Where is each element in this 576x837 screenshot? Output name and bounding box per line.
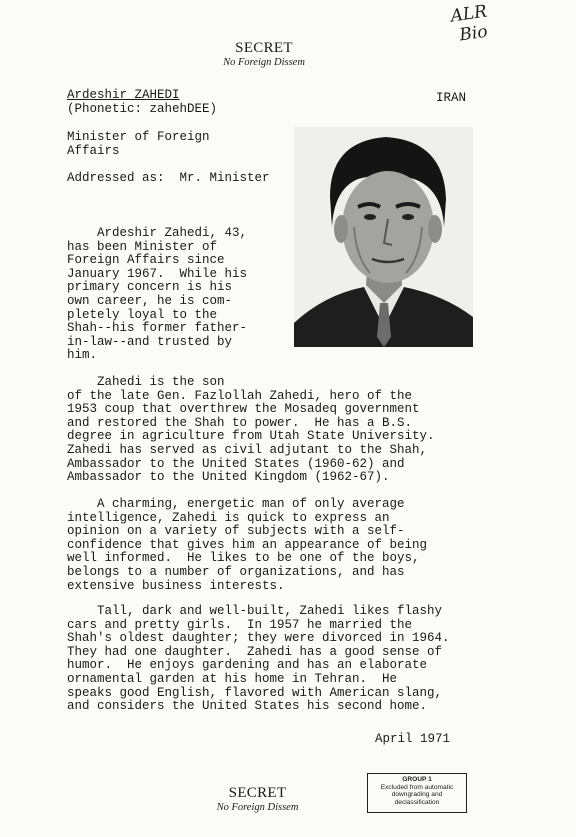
- text-line: Shah--his former father-: [67, 321, 248, 336]
- text-line: Tall, dark and well-built, Zahedi likes flashy: [67, 604, 443, 618]
- text-line: Shah's oldest daughter; they were divorced in 1964.: [67, 631, 450, 646]
- document-date: April 1971: [375, 732, 451, 746]
- text-line: speaks good English, flavored with American slang,: [67, 685, 443, 700]
- text-line: belongs to a number of organizations, and has: [67, 564, 405, 579]
- text-line: Ambassador to the United States (1960-62) and: [67, 456, 405, 471]
- text-line: humor. He enjoys gardening and has an elaborate: [67, 658, 428, 673]
- handwritten-line: Bio: [458, 21, 489, 46]
- text-line: and considers the United States his second home.: [67, 699, 428, 714]
- subject-title: [67, 131, 210, 158]
- text-line: cars and pretty girls. In 1957 he married the: [67, 617, 413, 632]
- group-line: Excluded from automatic: [380, 783, 454, 791]
- text-line: has been Minister of: [67, 239, 218, 254]
- body-paragraph-2: [67, 376, 435, 485]
- subject-name: [67, 89, 180, 103]
- text-line: primary concern is his: [67, 280, 233, 295]
- subject-title-line: Minister of Foreign: [67, 130, 210, 144]
- text-line: in-law--and trusted by: [67, 334, 233, 349]
- text-line: confidence that gives him an appearance of being: [67, 537, 428, 552]
- handwritten-line: ALR: [449, 1, 489, 27]
- text-line: Zahedi has served as civil adjutant to the Shah,: [67, 442, 428, 457]
- text-line: ornamental garden at his home in Tehran. He: [67, 671, 398, 686]
- text-line: degree in agriculture from Utah State University.: [67, 429, 435, 444]
- text-line: Ambassador to the United Kingdom (1962-67).: [67, 470, 390, 485]
- subject-country: IRAN: [436, 91, 467, 105]
- text-line: intelligence, Zahedi is quick to express an: [67, 510, 390, 525]
- portrait-icon: [294, 127, 473, 347]
- portrait-photo: [294, 127, 473, 347]
- text-line: well informed. He likes to be one of the boys,: [67, 551, 420, 566]
- text-line: him.: [67, 348, 98, 363]
- text-line: They had one daughter. Zahedi has a good sense of: [67, 644, 443, 659]
- classification-footer: [185, 785, 330, 813]
- text-line: January 1967. While his: [67, 266, 248, 281]
- classification-header: [0, 40, 528, 68]
- classification-title: SECRET: [235, 40, 293, 56]
- group-line: declassification: [394, 798, 440, 806]
- text-line: opinion on a variety of subjects with a self-: [67, 524, 405, 539]
- text-line: extensive business interests.: [67, 578, 285, 593]
- text-line: Ardeshir Zahedi, 43,: [67, 226, 248, 240]
- classification-subtitle: No Foreign Dissem: [216, 802, 299, 813]
- text-line: A charming, energetic man of only average: [67, 497, 405, 511]
- body-paragraph-3: [67, 498, 427, 593]
- subject-title-line: Affairs: [67, 143, 120, 158]
- body-paragraph-1: [67, 227, 247, 363]
- text-line: 1953 coup that overthrew the Mosadeq government: [67, 402, 420, 417]
- text-line: pletely loyal to the: [67, 307, 218, 322]
- addressed-as: Addressed as: Mr. Minister: [67, 171, 270, 185]
- group-line: downgrading and: [391, 791, 443, 799]
- text-line: and restored the Shah to power. He has a B.S.: [67, 415, 413, 430]
- text-line: of the late Gen. Fazlollah Zahedi, hero of the: [67, 388, 413, 403]
- text-line: Zahedi is the son: [67, 375, 225, 389]
- group-declassification-box: [367, 773, 467, 813]
- subject-phonetic: (Phonetic: zahehDEE): [67, 102, 218, 116]
- classification-title: SECRET: [228, 785, 287, 801]
- group-label: GROUP 1: [402, 776, 432, 783]
- classification-subtitle: No Foreign Dissem: [223, 57, 305, 68]
- text-line: Foreign Affairs since: [67, 253, 225, 268]
- text-line: own career, he is com-: [67, 293, 233, 308]
- subject-name-text: Ardeshir ZAHEDI: [67, 88, 180, 102]
- body-paragraph-4: [67, 605, 450, 714]
